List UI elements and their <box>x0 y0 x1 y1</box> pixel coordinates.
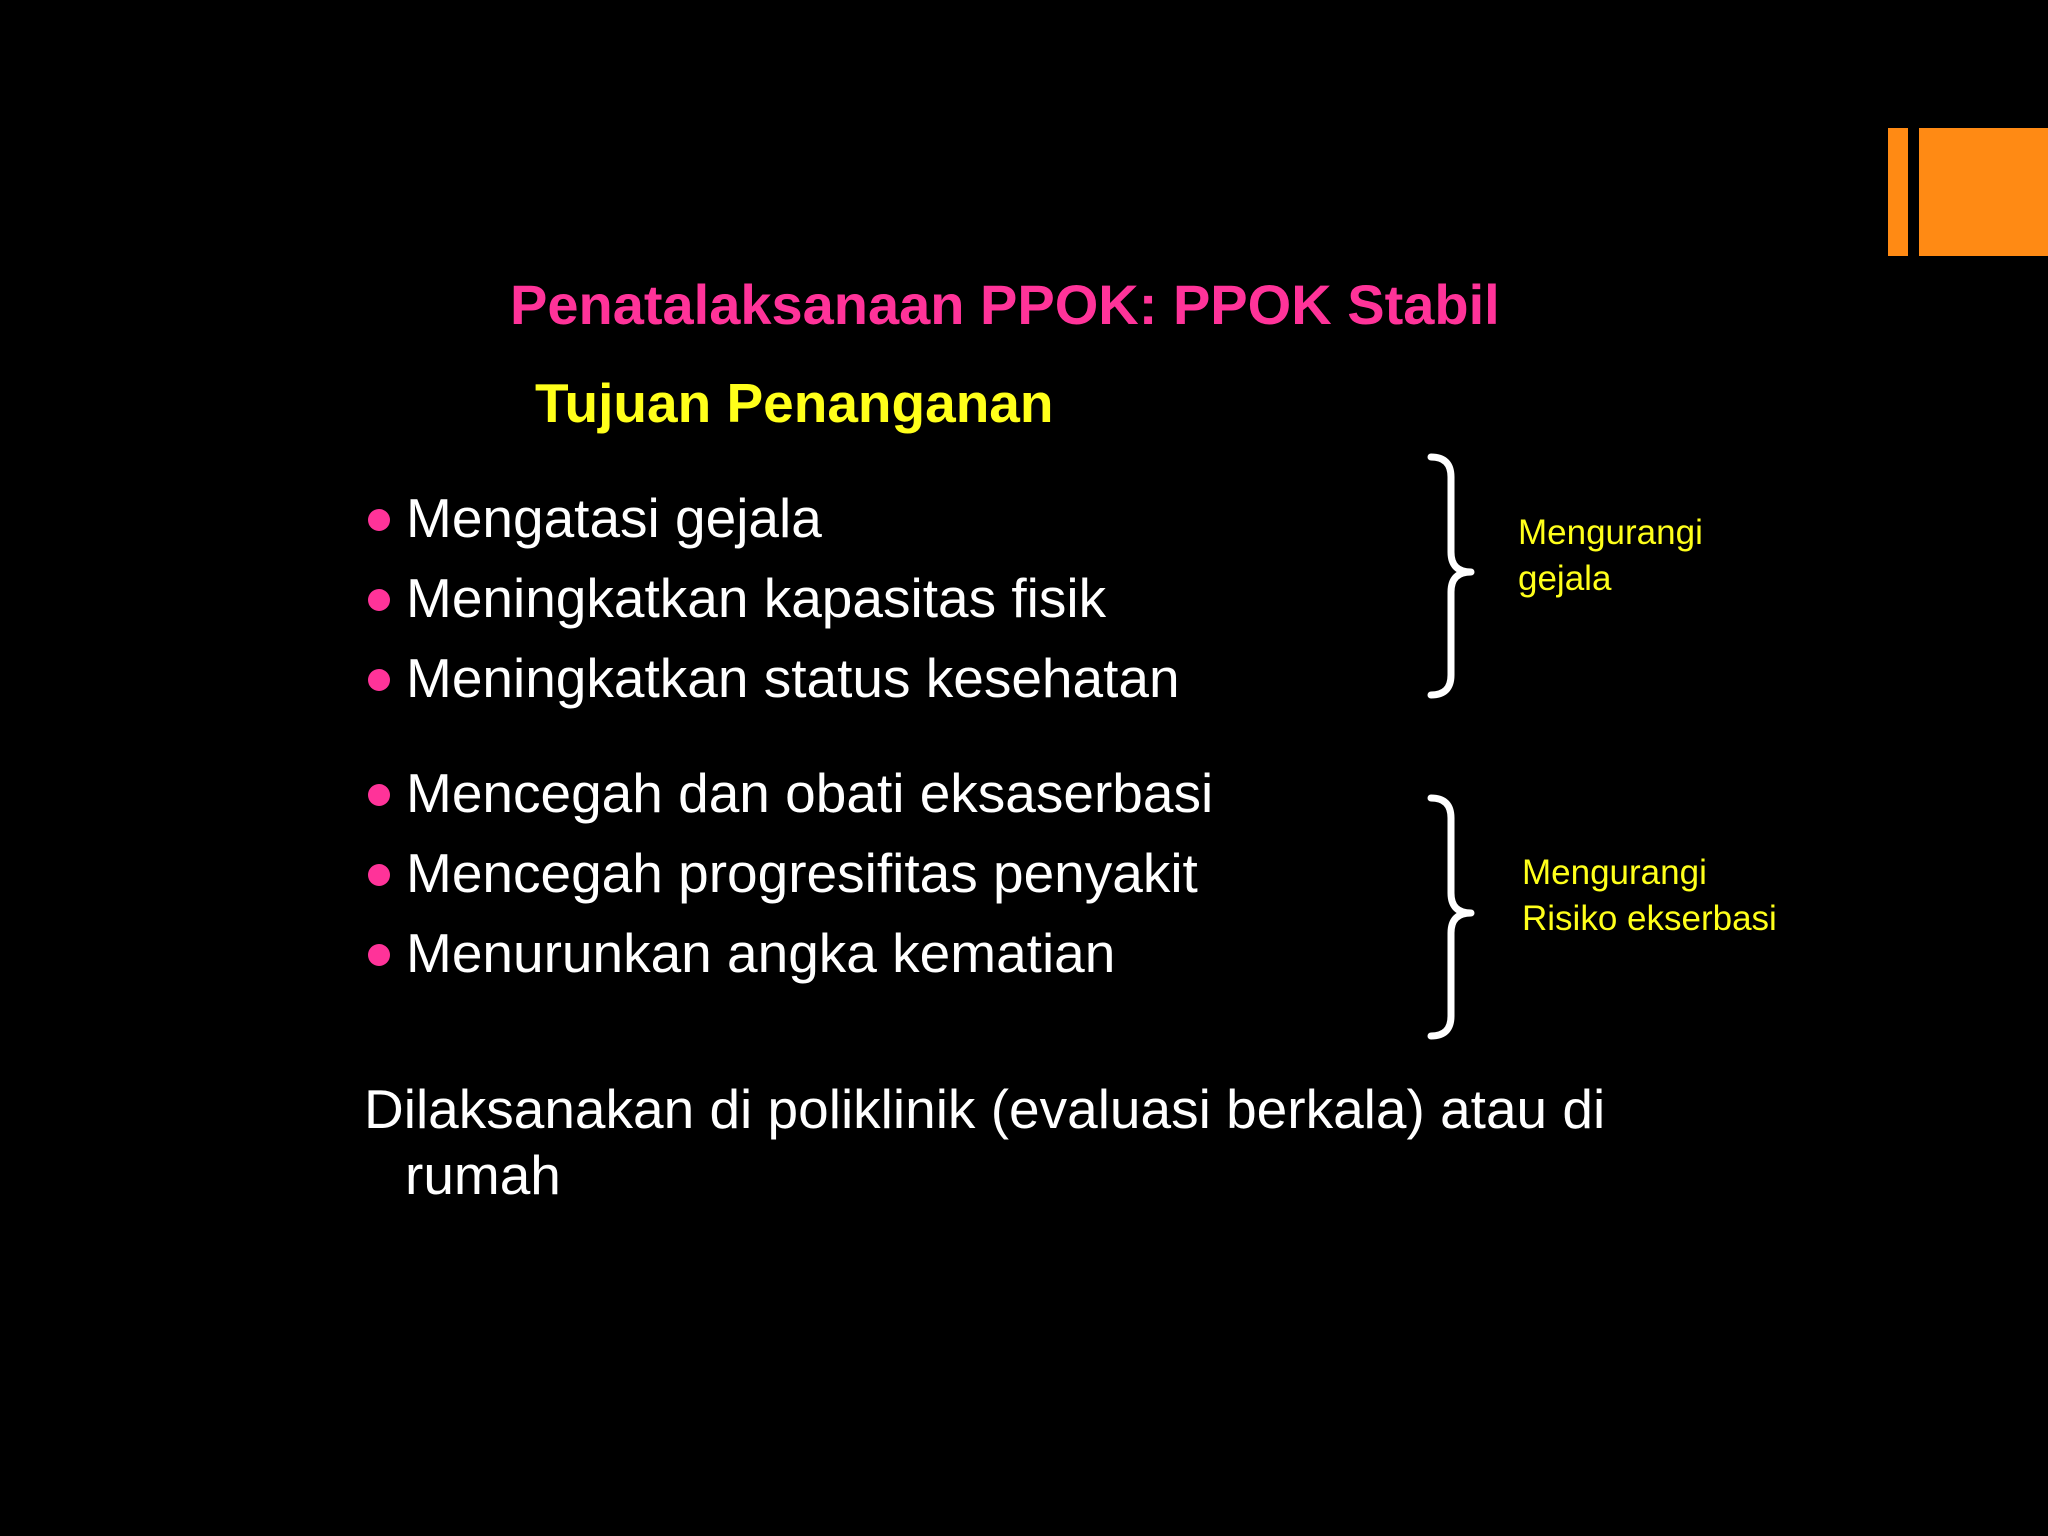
right-curly-brace-icon <box>1425 452 1485 700</box>
bullet-list-risk <box>366 753 1213 993</box>
side-note-line: Risiko ekserbasi <box>1522 899 1777 938</box>
footer-paragraph <box>364 1076 1684 1208</box>
bullet-dot-icon <box>368 784 390 806</box>
bullet-text: Meningkatkan status kesehatan <box>406 647 1180 709</box>
bullet-item <box>366 833 1213 913</box>
bullet-text: Menurunkan angka kematian <box>406 922 1116 984</box>
bullet-list-symptoms <box>366 478 1180 718</box>
bullet-dot-icon <box>368 589 390 611</box>
bullet-text: Mencegah progresifitas penyakit <box>406 842 1198 904</box>
bullet-item <box>366 753 1213 833</box>
side-note-line: Mengurangi <box>1518 513 1703 552</box>
bullet-dot-icon <box>368 669 390 691</box>
accent-bar-block <box>1919 128 2048 256</box>
bullet-item <box>366 558 1180 638</box>
side-note-line: gejala <box>1518 559 1612 598</box>
slide-title: Penatalaksanaan PPOK: PPOK Stabil <box>510 273 1500 336</box>
bullet-dot-icon <box>368 864 390 886</box>
footer-line: Dilaksanakan di poliklinik (evaluasi berkala) atau di <box>364 1078 1606 1140</box>
bullet-dot-icon <box>368 944 390 966</box>
slide-subtitle: Tujuan Penanganan <box>535 372 1054 434</box>
side-note-risk <box>1522 850 1777 942</box>
bullet-text: Meningkatkan kapasitas fisik <box>406 567 1107 629</box>
bullet-dot-icon <box>368 509 390 531</box>
bullet-text: Mengatasi gejala <box>406 487 822 549</box>
accent-bar-thin <box>1888 128 1908 256</box>
bullet-item <box>366 913 1213 993</box>
bullet-text: Mencegah dan obati eksaserbasi <box>406 762 1214 824</box>
side-note-line: Mengurangi <box>1522 853 1707 892</box>
bullet-item <box>366 478 1180 558</box>
side-note-symptoms <box>1518 510 1703 602</box>
bullet-item <box>366 638 1180 718</box>
footer-line: rumah <box>405 1144 561 1206</box>
right-curly-brace-icon <box>1425 793 1485 1041</box>
